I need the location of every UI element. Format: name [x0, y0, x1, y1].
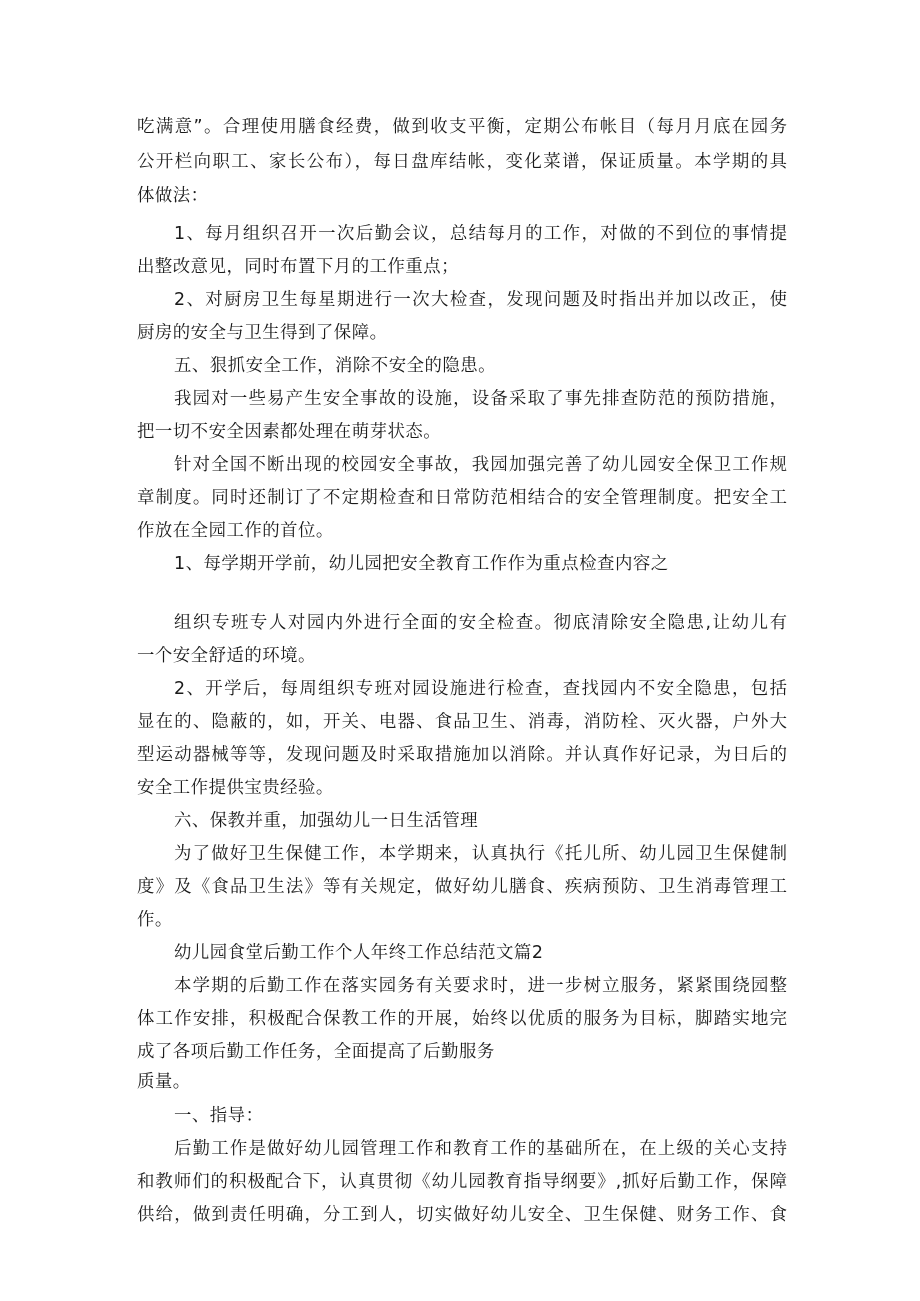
text-line: 安全工作提供宝贵经验。 [137, 778, 334, 798]
text-line: 2、开学后，每周组织专班对园设施进行检查，查找园内不安全隐患，包括 [174, 679, 787, 699]
text-line: 1、每学期开学前，幼儿园把安全教育工作作为重点检查内容之 [174, 554, 669, 574]
text-line: 出整改意见，同时布置下月的工作重点； [137, 257, 460, 277]
text-line: 针对全国不断出现的校园安全事故，我园加强完善了幼儿园安全保卫工作规 [174, 455, 787, 475]
text-line: 吃满意”。合理使用膳食经费，做到收支平衡，定期公布帐目（每月月底在园务 [137, 117, 787, 137]
text-line: 供给，做到责任明确，分工到人，切实做好幼儿安全、卫生保健、财务工作、食 [137, 1205, 787, 1225]
text-line: 显在的、隐蔽的，如，开关、电器、食品卫生、消毒，消防栓、灭火器，户外大 [137, 712, 787, 732]
text-line: 1、每月组织召开一次后勤会议，总结每月的工作，对做的不到位的事情提 [174, 224, 787, 244]
text-line: 2、对厨房卫生每星期进行一次大检查，发现问题及时指出并加以改正，使 [174, 290, 787, 310]
text-line: 后勤工作是做好幼儿园管理工作和教育工作的基础所在，在上级的关心支持 [174, 1139, 787, 1159]
text-line: 一个安全舒适的环境。 [137, 646, 316, 666]
text-line: 和教师们的积极配合下，认真贯彻《幼儿园教育指导纲要》,抓好后勤工作，保障 [137, 1172, 787, 1192]
text-line: 作。 [137, 910, 173, 930]
text-line: 章制度。同时还制订了不定期检查和日常防范相结合的安全管理制度。把安全工 [137, 488, 787, 508]
section-heading: 六、保教并重，加强幼儿一日生活管理 [174, 811, 479, 831]
text-line: 厨房的安全与卫生得到了保障。 [137, 323, 388, 343]
text-line: 体工作安排，积极配合保教工作的开展，始终以优质的服务为目标，脚踏实地完 [137, 1009, 787, 1029]
article-title: 幼儿园食堂后勤工作个人年终工作总结范文篇2 [174, 943, 544, 963]
text-line: 组织专班专人对园内外进行全面的安全检查。彻底清除安全隐患,让幼儿有 [174, 613, 787, 633]
text-line: 为了做好卫生保健工作，本学期来，认真执行《托儿所、幼儿园卫生保健制 [174, 844, 787, 864]
text-line: 公开栏向职工、家长公布），每日盘库结帐，变化菜谱，保证质量。本学期的具 [137, 152, 787, 172]
section-heading: 五、狠抓安全工作，消除不安全的隐患。 [174, 356, 497, 376]
text-line: 本学期的后勤工作在落实园务有关要求时，进一步树立服务，紧紧围绕园整 [174, 976, 787, 996]
section-heading: 一、指导： [174, 1106, 264, 1126]
text-line: 型运动器械等等，发现问题及时采取措施加以消除。并认真作好记录，为日后的 [137, 745, 787, 765]
text-line: 成了各项后勤工作任务，全面提高了后勤服务 [137, 1042, 495, 1062]
text-line: 度》及《食品卫生法》等有关规定，做好幼儿膳食、疾病预防、卫生消毒管理工 [137, 877, 787, 897]
text-line: 体做法： [137, 186, 209, 206]
text-line: 质量。 [137, 1072, 191, 1092]
text-line: 把一切不安全因素都处理在萌芽状态。 [137, 422, 442, 442]
text-line: 我园对一些易产生安全事故的设施，设备采取了事先排查防范的预防措施， [174, 389, 787, 409]
text-line: 作放在全园工作的首位。 [137, 521, 334, 541]
